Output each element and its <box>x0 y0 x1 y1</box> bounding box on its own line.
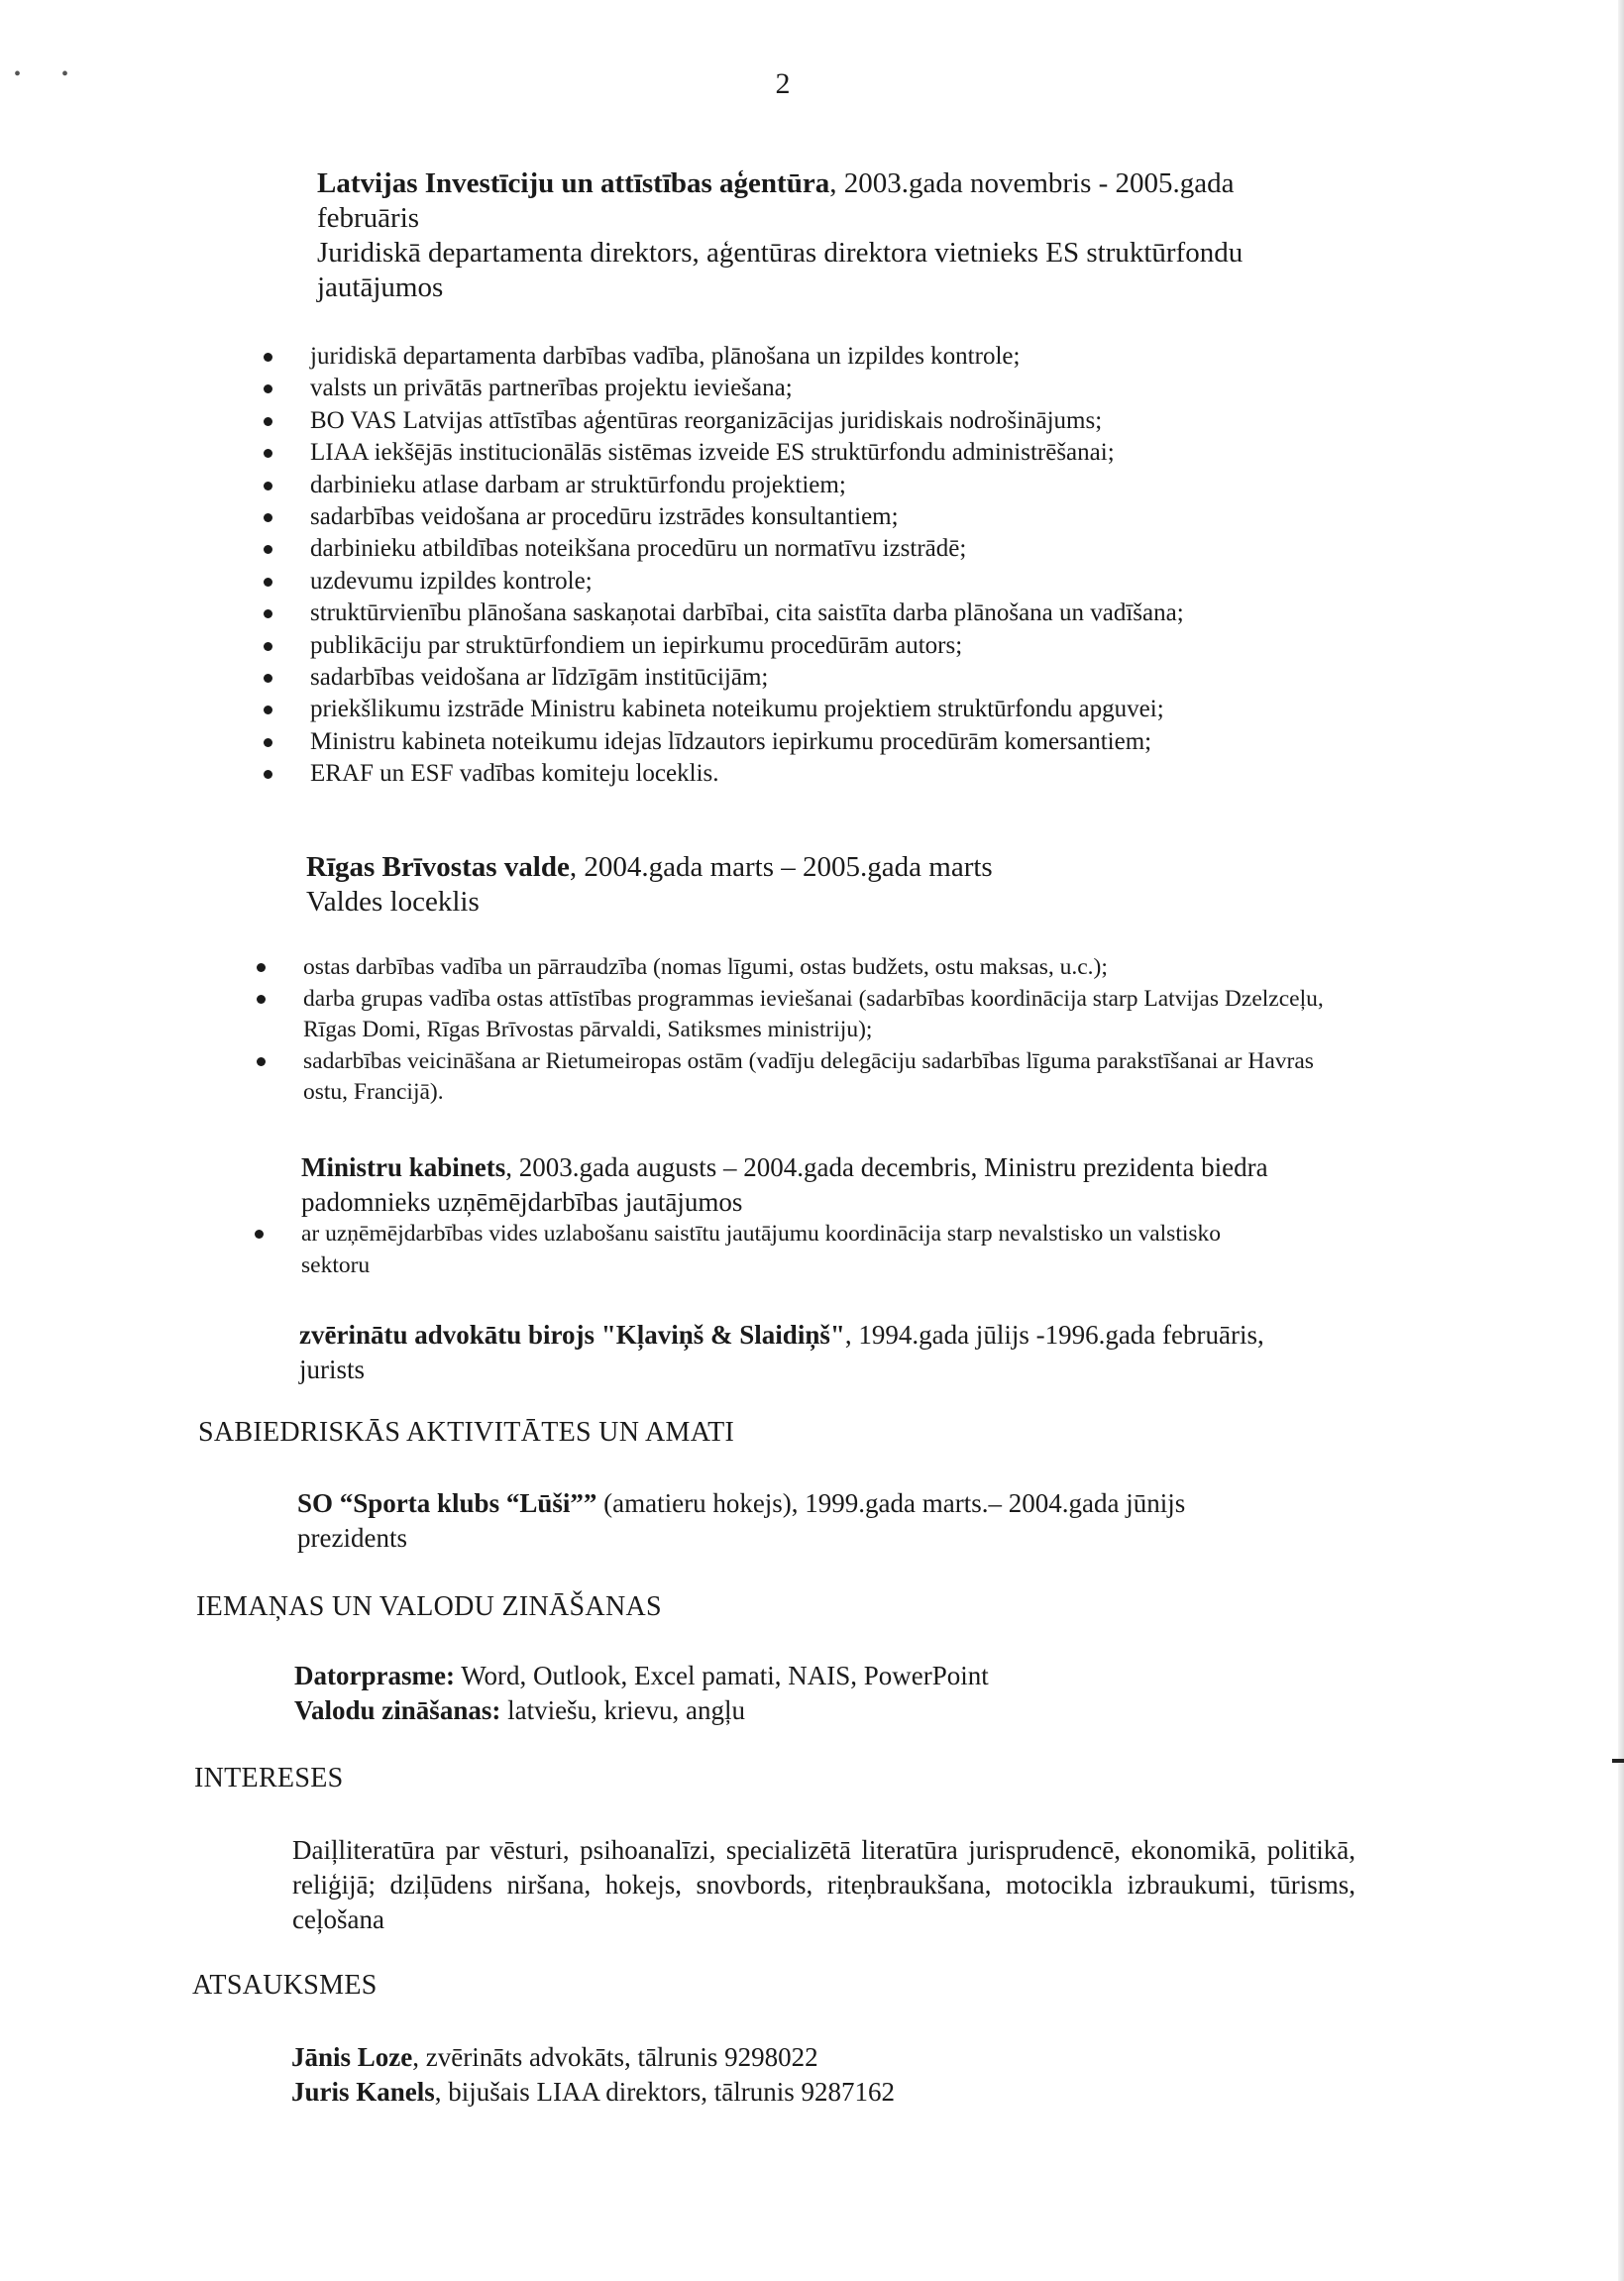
page-edge <box>1618 0 1624 2281</box>
reference-item <box>291 2075 1282 2110</box>
language-skills-value: latviešu, krievu, angļu <box>500 1695 746 1725</box>
port-org: Rīgas Brīvostas valde <box>306 851 570 883</box>
liaa-entry <box>317 166 1313 305</box>
club-role: prezidents <box>297 1523 407 1553</box>
club-org: SO “Sporta klubs “Lūši”” <box>297 1488 597 1518</box>
law-office-org: zvērinātu advokātu birojs "Kļaviņš & Slaidiņš" <box>299 1320 845 1350</box>
liaa-duties-list <box>310 341 1360 791</box>
references-list <box>291 2040 1282 2110</box>
list-item: BO VAS Latvijas attīstības aģentūras reorganizācijas juridiskais nodrošinājums; <box>310 405 1360 437</box>
scan-specks: • • <box>14 63 87 85</box>
cabinet-org: Ministru kabinets <box>301 1152 506 1182</box>
list-item: sadarbības veicināšana ar Rietumeiropas ostām (vadīju delegāciju sadarbības līguma parakstīšanai ar Havras ostu, Francijā). <box>303 1046 1329 1109</box>
cabinet-detail: , 2003.gada augusts – 2004.gada decembris, Ministru prezidenta biedra padomnieks uzņēmējdarbības jautājumos <box>301 1152 1268 1217</box>
list-item: darbinieku atlase darbam ar struktūrfondu projektiem; <box>310 470 1360 501</box>
skills-entry <box>294 1659 1285 1728</box>
interests-text: Daiļliteratūra par vēsturi, psihoanalīzi, specializētā literatūra jurisprudencē, ekonomikā, politikā, reliģijā; dziļūdens niršana, hokejs, snovbords, riteņbraukšana, motocikla izbraukumi, tūrisms, ceļošana <box>292 1835 1355 1934</box>
list-item: ERAF un ESF vadības komiteju loceklis. <box>310 758 1360 790</box>
port-role: Valdes loceklis <box>306 886 480 918</box>
computer-skills-value: Word, Outlook, Excel pamati, NAIS, PowerPoint <box>454 1661 989 1690</box>
page-number: 2 <box>775 67 791 100</box>
list-item: juridiskā departamenta darbības vadība, plānošana un izpildes kontrole; <box>310 341 1360 373</box>
liaa-org: Latvijas Investīciju un attīstības aģentūra <box>317 167 830 199</box>
reference-item <box>291 2040 1282 2075</box>
law-office-detail: , 1994.gada jūlijs -1996.gada februāris, jurists <box>299 1320 1264 1384</box>
port-duties-list <box>303 952 1329 1109</box>
law-office-entry <box>299 1318 1280 1387</box>
language-skills-label: Valodu zināšanas: <box>294 1695 501 1725</box>
port-entry <box>306 850 1297 920</box>
computer-skills-label: Datorprasme: <box>294 1661 455 1690</box>
club-line <box>297 1486 1288 1521</box>
cabinet-duties-list <box>301 1219 1292 1281</box>
list-item: Ministru kabineta noteikumu idejas līdzautors iepirkumu procedūrām komersantiem; <box>310 726 1360 758</box>
liaa-period: , 2003.gada novembris - 2005.gada februāris <box>317 167 1235 234</box>
reference-name: Juris Kanels <box>291 2077 435 2107</box>
skills-heading: IEMAŅAS UN VALODU ZINĀŠANAS <box>196 1591 662 1622</box>
liaa-role: Juridiskā departamenta direktors, aģentūras direktora vietnieks ES struktūrfondu jautājumos <box>317 237 1244 303</box>
list-item: struktūrvienību plānošana saskaņotai darbībai, cita saistīta darba plānošana un vadīšana; <box>310 597 1360 629</box>
list-item: sadarbības veidošana ar līdzīgām institūcijām; <box>310 662 1360 694</box>
public-activities-heading: SABIEDRISKĀS AKTIVITĀTES UN AMATI <box>198 1417 735 1448</box>
list-item: LIAA iekšējās institucionālās sistēmas izveide ES struktūrfondu administrēšanai; <box>310 437 1360 469</box>
list-item: ostas darbības vadība un pārraudzība (nomas līgumi, ostas budžets, ostu maksas, u.c.); <box>303 952 1329 984</box>
list-item: valsts un privātās partnerības projektu ieviešana; <box>310 373 1360 404</box>
public-activities-entry <box>297 1486 1288 1556</box>
references-heading: ATSAUKSMES <box>192 1970 378 2001</box>
list-item: ar uzņēmējdarbības vides uzlabošanu saistītu jautājumu koordinācija starp nevalstisko un valstisko sektoru <box>301 1219 1292 1281</box>
list-item: sadarbības veidošana ar procedūru izstrādes konsultantiem; <box>310 501 1360 533</box>
club-detail: (amatieru hokejs), 1999.gada marts.– 2004.gada jūnijs <box>596 1488 1186 1518</box>
list-item: publikāciju par struktūrfondiem un iepirkumu procedūrām autors; <box>310 630 1360 662</box>
port-period: , 2004.gada marts – 2005.gada marts <box>569 851 993 883</box>
computer-skills-line <box>294 1659 1285 1693</box>
list-item: uzdevumu izpildes kontrole; <box>310 566 1360 597</box>
language-skills-line <box>294 1693 1285 1728</box>
port-header <box>306 850 1297 885</box>
liaa-header <box>317 166 1313 236</box>
reference-detail: , bijušais LIAA direktors, tālrunis 9287162 <box>434 2077 895 2107</box>
list-item: priekšlikumu izstrāde Ministru kabineta noteikumu projektiem struktūrfondu apguvei; <box>310 694 1360 725</box>
cabinet-entry <box>301 1150 1282 1220</box>
edge-mark <box>1612 1759 1624 1763</box>
interests-heading: INTERESES <box>194 1763 344 1793</box>
reference-detail: , zvērināts advokāts, tālrunis 9298022 <box>412 2042 818 2072</box>
list-item: darba grupas vadība ostas attīstības programmas ieviešanai (sadarbības koordinācija starp Latvijas Dzelzceļu, Rīgas Domi, Rīgas Brīvostas pārvaldi, Satiksmes ministriju); <box>303 984 1329 1046</box>
list-item: darbinieku atbildības noteikšana procedūru un normatīvu izstrādē; <box>310 533 1360 565</box>
reference-name: Jānis Loze <box>291 2042 413 2072</box>
